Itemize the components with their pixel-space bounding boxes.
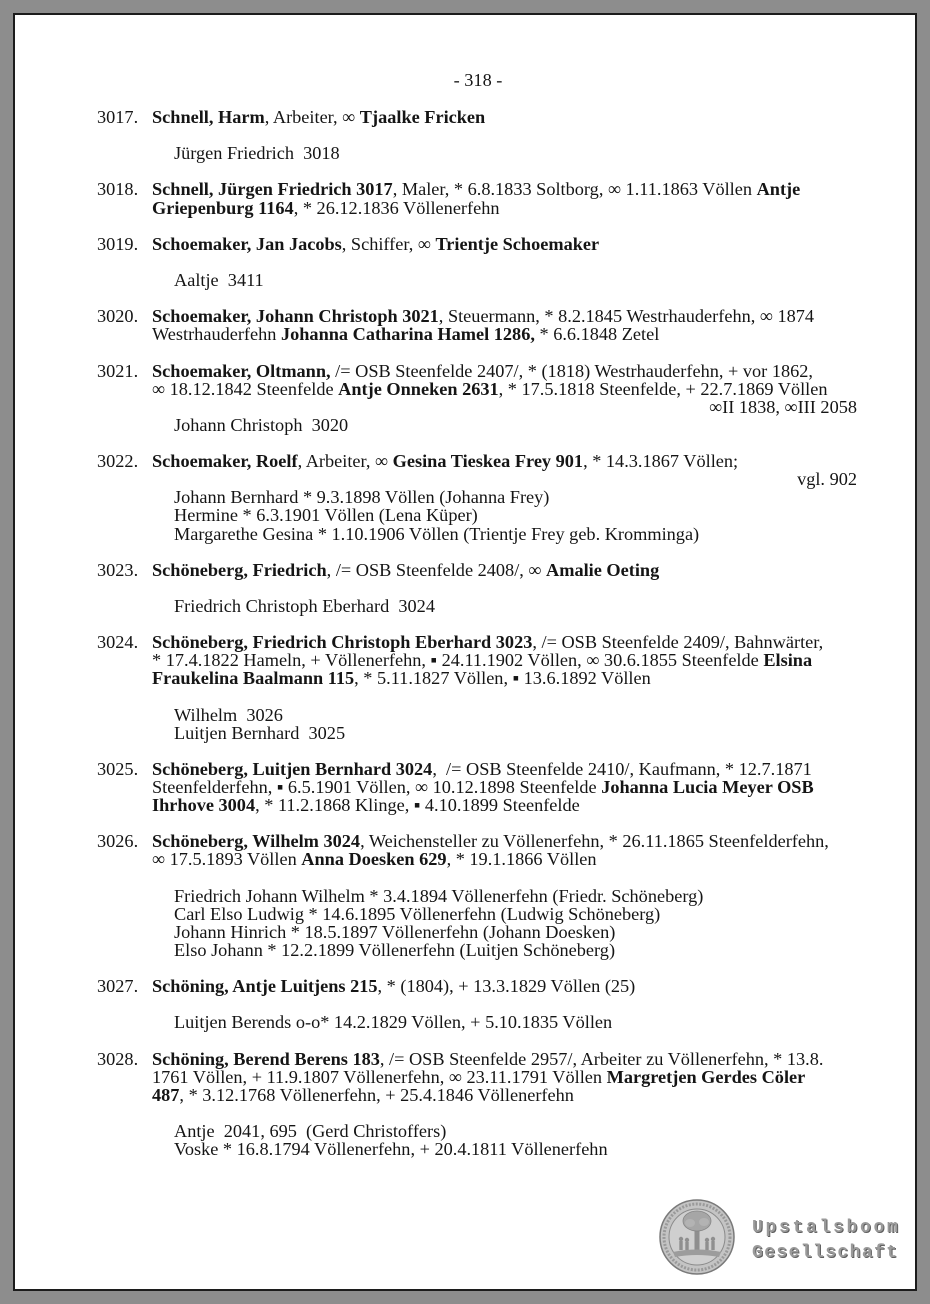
entry-text: * 6.6.1848 Zetel (534, 324, 660, 345)
child-line: Friedrich Johann Wilhelm * 3.4.1894 Völlenerfehn (Friedr. Schöneberg) (174, 885, 704, 906)
entry-text: Westrhauderfehn (152, 324, 281, 345)
entry-line (152, 1068, 857, 1086)
entry-number: 3027. (97, 976, 139, 997)
entry-line (152, 307, 857, 325)
entry-number: 3021. (97, 360, 139, 381)
children-list (152, 144, 857, 162)
person-name: Schoemaker, Johann Christoph 3021 (152, 306, 439, 327)
child-line: Wilhelm 3026 (174, 704, 283, 725)
seal-emblem (657, 1197, 737, 1277)
entry-text: , Arbeiter, ∞ (297, 451, 393, 472)
entry-number: 3017. (97, 107, 139, 127)
entry-text: , * 14.3.1867 Völlen; (583, 451, 739, 472)
child-line: Luitjen Bernhard 3025 (174, 722, 346, 743)
entry-note: ∞II 1838, ∞III 2058 (709, 396, 857, 417)
genealogy-entry (15, 760, 857, 814)
person-name: Margretjen Gerdes Cöler (606, 1066, 806, 1087)
genealogy-entry (15, 452, 857, 543)
person-name: Elsina (763, 650, 813, 671)
entry-text: , * 5.11.1827 Völlen, ▪ 13.6.1892 Völlen (354, 668, 651, 689)
person-name: Tjaalke Fricken (359, 107, 486, 127)
children-list (152, 887, 857, 959)
person-name: Schöning, Berend Berens 183 (152, 1048, 380, 1069)
entry-number: 3026. (97, 831, 139, 852)
entry-text: 1761 Völlen, + 11.9.1807 Völlenerfehn, ∞ 23.11.1791 Völlen (152, 1066, 607, 1087)
entry-line (152, 1050, 857, 1068)
entry-text: , * 26.12.1836 Völlenerfehn (293, 197, 500, 218)
entry-text: , * 17.5.1818 Steenfelde, + 22.7.1869 Völlen (498, 378, 828, 399)
entry-number: 3024. (97, 632, 139, 653)
entry-line (152, 760, 857, 778)
person-name: Schoemaker, Jan Jacobs (152, 233, 342, 254)
entry-text: , Arbeiter, ∞ (264, 107, 360, 127)
child-line: Voske * 16.8.1794 Völlenerfehn, + 20.4.1811 Völlenerfehn (174, 1139, 608, 1160)
child-line: Margarethe Gesina * 1.10.1906 Völlen (Trientje Frey geb. Kromminga) (174, 523, 700, 544)
genealogy-entry (15, 832, 857, 959)
entry-line (152, 380, 857, 398)
person-name: Trientje Schoemaker (435, 233, 600, 254)
entry-number: 3023. (97, 559, 139, 580)
child-line: Hermine * 6.3.1901 Völlen (Lena Küper) (174, 505, 478, 526)
entry-text: /= OSB Steenfelde 2407/, * (1818) Westrhauderfehn, + vor 1862, (330, 360, 813, 381)
page-number: - 318 - (453, 70, 503, 90)
genealogy-entry (15, 561, 857, 615)
children-list (152, 706, 857, 742)
entry-number: 3019. (97, 233, 139, 254)
child-line: Johann Christoph 3020 (174, 414, 349, 435)
entry-number: 3020. (97, 306, 139, 327)
person-name: Fraukelina Baalmann 115 (152, 668, 355, 689)
genealogy-entry (15, 633, 857, 742)
entry-number: 3025. (97, 758, 139, 779)
children-list (152, 271, 857, 289)
person-name: Gesina Tieskea Frey 901 (392, 451, 584, 472)
person-name: Schöneberg, Luitjen Bernhard 3024 (152, 758, 433, 779)
child-line: Antje 2041, 695 (Gerd Christoffers) (174, 1121, 447, 1142)
entry-text: ∞ 18.12.1842 Steenfelde (152, 378, 339, 399)
person-name: Schöning, Antje Luitjens 215 (152, 976, 378, 997)
genealogy-entry (15, 108, 857, 162)
children-list (152, 1013, 857, 1031)
person-name: Schoemaker, Oltmann, (152, 360, 331, 381)
entry-line (152, 778, 857, 796)
person-name: Antje Onneken 2631 (338, 378, 499, 399)
entry-text: , /= OSB Steenfelde 2410/, Kaufmann, * 12.7.1871 (432, 758, 812, 779)
person-name: 487 (152, 1084, 180, 1105)
genealogy-entry (15, 307, 857, 343)
entry-text: , Weichensteller zu Völlenerfehn, * 26.11.1865 Steenfelderfehn, (360, 831, 829, 852)
entry-number: 3018. (97, 179, 139, 200)
child-line: Carl Elso Ludwig * 14.6.1895 Völlenerfehn (Ludwig Schöneberg) (174, 903, 661, 924)
person-name: Schnell, Jürgen Friedrich 3017 (152, 179, 393, 200)
children-list (152, 597, 857, 615)
children-list (152, 488, 857, 542)
entry-number: 3028. (97, 1048, 139, 1069)
person-name: Ihrhove 3004 (152, 795, 256, 816)
entry-line (152, 796, 857, 814)
child-line: Johann Bernhard * 9.3.1898 Völlen (Johanna Frey) (174, 487, 550, 508)
entry-line (152, 325, 857, 343)
person-name: Schöneberg, Friedrich (152, 559, 327, 580)
entry-text: * 17.4.1822 Hameln, + Völlenerfehn, ▪ 24.11.1902 Völlen, ∞ 30.6.1855 Steenfelde (152, 650, 764, 671)
entry-list (15, 108, 857, 1158)
logo-wordmark-line1: Upstalsboom (752, 1218, 901, 1238)
entry-text: , /= OSB Steenfelde 2408/, ∞ (326, 559, 547, 580)
person-name: Schoemaker, Roelf (152, 451, 298, 472)
entry-text: , * 11.2.1868 Klinge, ▪ 4.10.1899 Steenfelde (255, 795, 580, 816)
entry-line (152, 180, 857, 198)
entry-line (152, 977, 857, 995)
children-list (152, 1122, 857, 1158)
entry-line (152, 452, 857, 470)
entry-text: , Steuermann, * 8.2.1845 Westrhauderfehn, ∞ 1874 (438, 306, 815, 327)
entry-text: , * 3.12.1768 Völlenerfehn, + 25.4.1846 Völlenerfehn (179, 1084, 574, 1105)
genealogy-entry (15, 180, 857, 216)
entry-line (152, 633, 857, 651)
genealogy-entry (15, 362, 857, 434)
entry-text: , /= OSB Steenfelde 2957/, Arbeiter zu Völlenerfehn, * 13.8. (379, 1048, 824, 1069)
entry-line (152, 832, 857, 850)
person-name: Amalie Oeting (546, 559, 660, 580)
person-name: Schnell, Harm (152, 107, 265, 127)
entry-text: , * 19.1.1866 Völlen (446, 849, 597, 870)
person-name: Antje (756, 179, 801, 200)
child-line: Friedrich Christoph Eberhard 3024 (174, 595, 435, 616)
entry-line (152, 362, 857, 380)
child-line: Elso Johann * 12.2.1899 Völlenerfehn (Luitjen Schöneberg) (174, 940, 616, 961)
logo-wordmark-line2: Gesellschaft (752, 1243, 899, 1263)
entry-line (152, 1086, 857, 1104)
person-name: Griepenburg 1164 (152, 197, 294, 218)
person-name: Schöneberg, Wilhelm 3024 (152, 831, 361, 852)
entry-text: , * (1804), + 13.3.1829 Völlen (25) (377, 976, 636, 997)
person-name: Johanna Catharina Hamel 1286, (280, 324, 535, 345)
entry-text: , /= OSB Steenfelde 2409/, Bahnwärter, (532, 632, 824, 653)
entry-line (152, 561, 857, 579)
child-line: Johann Hinrich * 18.5.1897 Völlenerfehn (Johann Doesken) (174, 921, 616, 942)
entry-note: vgl. 902 (797, 469, 857, 490)
entry-line (152, 651, 857, 669)
child-line: Luitjen Berends o-o* 14.2.1829 Völlen, + 5.10.1835 Völlen (174, 1012, 613, 1033)
entry-text: , Schiffer, ∞ (341, 233, 436, 254)
entry-text: ∞ 17.5.1893 Völlen (152, 849, 302, 870)
genealogy-entry (15, 235, 857, 289)
entry-line (152, 108, 857, 126)
entry-number: 3022. (97, 451, 139, 472)
child-line: Aaltje 3411 (174, 269, 264, 290)
document-page (13, 13, 917, 1291)
person-name: Schöneberg, Friedrich Christoph Eberhard 3023 (152, 632, 533, 653)
entry-line (152, 850, 857, 868)
child-line: Jürgen Friedrich 3018 (174, 143, 340, 164)
person-name: Johanna Lucia Meyer OSB (601, 777, 814, 798)
entry-line (152, 669, 857, 687)
entry-line (152, 199, 857, 217)
genealogy-entry (15, 977, 857, 1031)
entry-line (152, 235, 857, 253)
person-name: Anna Doesken 629 (301, 849, 447, 870)
entry-text: Steenfelderfehn, ▪ 6.5.1901 Völlen, ∞ 10.12.1898 Steenfelde (152, 777, 602, 798)
genealogy-entry (15, 1050, 857, 1159)
entry-text: , Maler, * 6.8.1833 Soltborg, ∞ 1.11.1863 Völlen (392, 179, 757, 200)
children-list (152, 416, 857, 434)
